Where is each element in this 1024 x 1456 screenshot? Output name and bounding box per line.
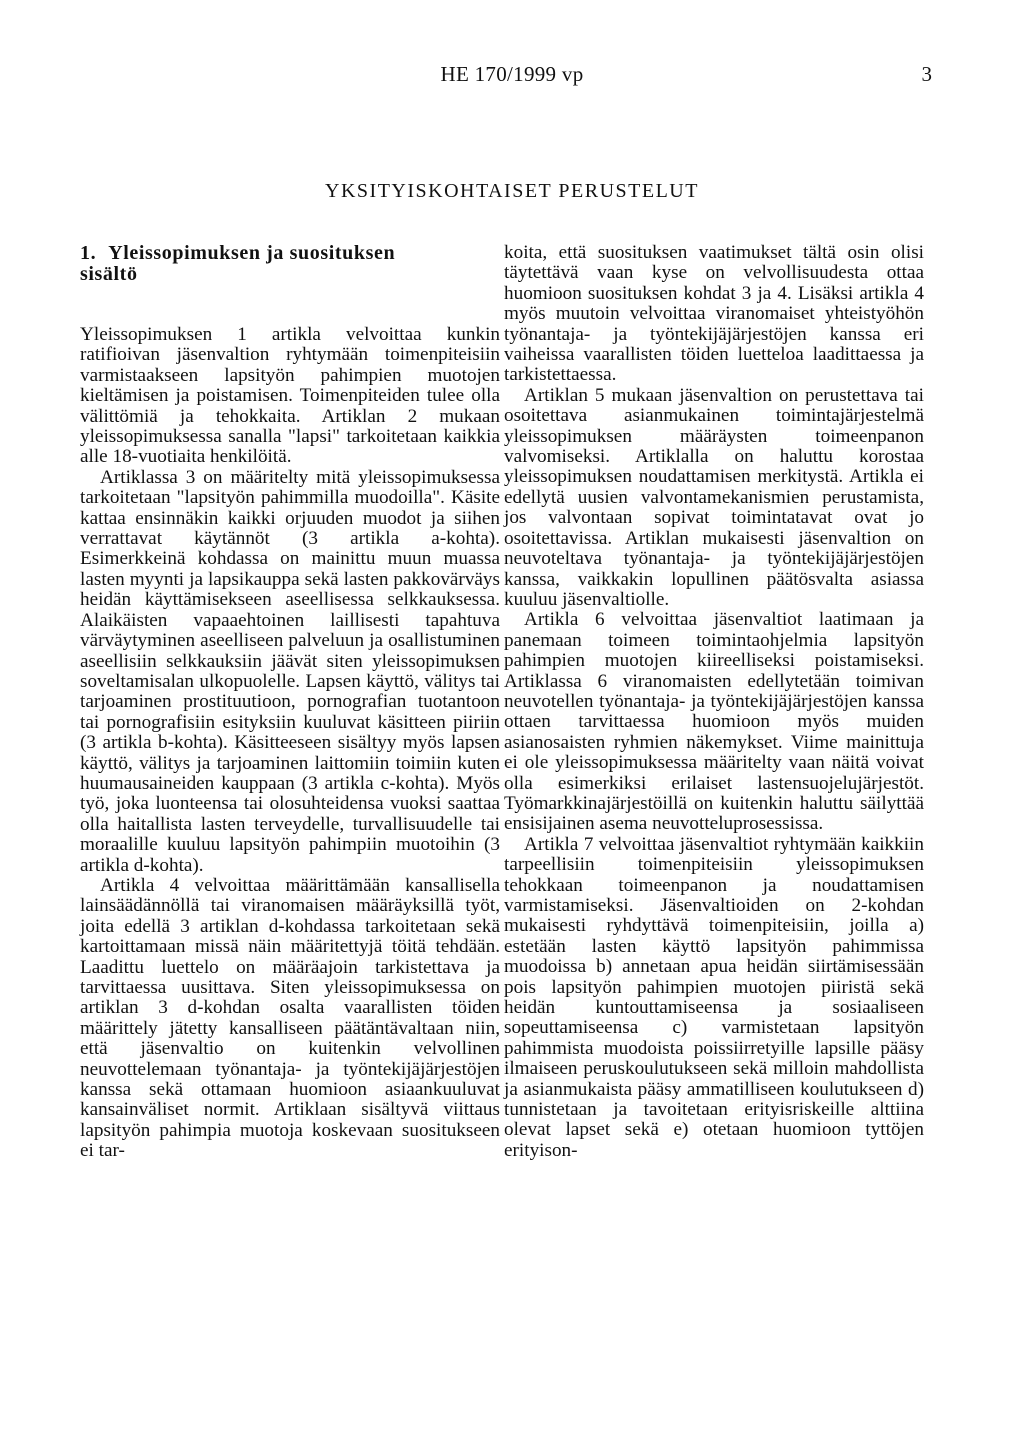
page-header xyxy=(0,62,1024,92)
paragraph: Artiklan 5 mukaan jäsenvaltion on perustettava tai osoitettava asianmukainen toimintajärjestelmä yleissopimuksen määräysten toimeenpanon valvomiseksi. Artiklalla on haluttu korostaa yleissopimuksen noudattamisen merkitystä. Artikla ei edellytä uusien valvontamekanismien perustamista, jos valvontaan sopivat toimintatavat ovat jo osoitettavissa. Artiklan mukaisesti jäsenvaltion on neuvoteltava työnantaja- ja työntekijäjärjestöjen kanssa, vaikkakin lopullinen päätösvalta asiassa kuuluu jäsenvaltiolle. xyxy=(504,384,924,610)
section-title: YKSITYISKOHTAISET PERUSTELUT xyxy=(325,180,699,202)
paragraph: Artiklassa 3 on määritelty mitä yleissopimuksessa tarkoitetaan "lapsityön pahimmilla muodoilla". Käsite kattaa ensinnäkin kaikki orjuuden muodot ja siihen verrattavat käytännöt (3 artikla a-kohta). Esimerkkeinä kohdassa on mainittu muun muassa lasten myynti ja lapsikauppa sekä lasten pakkovärväys heidän käyttämisekseen aseellisessa selkkauksessa. Alaikäisten vapaaehtoinen laillisesti tapahtuva värväytyminen aseelliseen palveluun ja osallistuminen aseellisiin selkkauksiin jäävät siten yleissopimuksen soveltamisalan ulkopuolelle. Lapsen käyttö, välitys tai tarjoaminen prostituutioon, pornografian tuotantoon tai pornografisiin esityksiin kuuluvat käsitteen piiriin (3 artikla b-kohta). Käsitteeseen sisältyy myös lapsen käyttö, välitys ja tarjoaminen laittomiin toimiin kuten huumausaineiden kauppaan (3 artikla c-kohta). Myös työ, joka luonteensa tai olosuhteidensa vuoksi saattaa olla haitallista lasten terveydelle, turvallisuudelle tai moraalille kuuluu lapsityön pahimpiin muotoihin (3 artikla d-kohta). xyxy=(80,466,500,876)
page-number: 3 xyxy=(921,62,932,86)
left-column xyxy=(80,243,500,1162)
paragraph: Artikla 4 velvoittaa määrittämään kansallisella lainsäädännöllä tai viranomaisen määräyksillä työt, joita edellä 3 artiklan d-kohdassa tarkoitetaan sekä kartoittamaan missä näin määritettyjä töitä tehdään. Laadittu luettelo on määräajoin tarkistettava ja tarvittaessa uusittava. Siten yleissopimuksessa on artiklan 3 d-kohdan osalta vaarallisten töiden määrittely jätetty kansalliseen päätäntävaltaan niin, että jäsenvaltio on kuitenkin velvollinen neuvottelemaan työnantaja- ja työntekijäjärjestöjen kanssa sekä ottamaan huomioon asiaankuuluvat kansainväliset normit. Artiklaan sisältyvä viittaus lapsityön pahimpia muotoja koskevaan suositukseen ei tar- xyxy=(80,874,500,1162)
paragraph: Artikla 7 velvoittaa jäsenvaltiot ryhtymään kaikkiin tarpeellisiin toimenpiteisiin yleissopimuksen tehokkaan toimeenpanon ja noudattamisen varmistamiseksi. Jäsenvaltioiden on 2-kohdan mukaisesti ryhdyttävä toimenpiteisiin, joilla a) estetään lasten käyttö lapsityön pahimmissa muodoissa b) annetaan apua heidän siirtämisessään pois lapsityön pahimpien muotojen piiristä sekä heidän kuntouttamiseensa ja sosiaaliseen sopeuttamiseensa c) varmistetaan lapsityön pahimmista muodoista poissiirretyille lapsille pääsy ilmaiseen peruskoulutukseen sekä milloin mahdollista ja asianmukaista pääsy ammatilliseen koulutukseen d) tunnistetaan ja tavoitetaan erityisriskeille alttiina olevat lapset sekä e) otetaan huomioon tyttöjen erityison- xyxy=(504,833,924,1161)
document-id: HE 170/1999 vp xyxy=(440,62,584,86)
heading-line-2: sisältö xyxy=(80,263,138,285)
subsection-heading xyxy=(80,243,500,285)
paragraph: Artikla 6 velvoittaa jäsenvaltiot laatimaan ja panemaan toimeen toimintaohjelmia lapsityön pahimpien muotojen kiireelliseksi poistamiseksi. Artiklassa 6 viranomaisten edellytetään toimivan neuvotellen työnantaja- ja työntekijäjärjestöjen kanssa ottaen tarvittaessa huomioon myös muiden asianosaisten ryhmien näkemykset. Viime mainittuja ei ole yleissopimuksessa määritelty vaan näitä voivat olla esimerkiksi erilaiset lastensuojelujärjestöt. Työmarkkinajärjestöillä on kuitenkin haluttu säilyttää ensisijainen asema neuvotteluprosessissa. xyxy=(504,609,924,835)
paragraph: koita, että suosituksen vaatimukset tältä osin olisi täytettävä vaan kyse on velvollisuudesta ottaa huomioon suosituksen kohdat 3 ja 4. Lisäksi artikla 4 myös muutoin velvoittaa viranomaiset yhteistyöhön työnantaja- ja työntekijäjärjestöjen kanssa eri vaiheissa vaarallisten töiden luetteloa laadittaessa ja tarkistettaessa. xyxy=(504,242,924,386)
paragraph: Yleissopimuksen 1 artikla velvoittaa kunkin ratifioivan jäsenvaltion ryhtymään toimenpiteisiin varmistaakseen lapsityön pahimpien muotojen kieltämisen ja poistamisen. Toimenpiteiden tulee olla välittömiä ja tehokkaita. Artiklan 2 mukaan yleissopimuksessa sanalla "lapsi" tarkoitetaan kaikkia alle 18-vuotiaita henkilöitä. xyxy=(80,324,500,468)
heading-number: 1. xyxy=(80,242,97,264)
heading-line-1: Yleissopimuksen ja suosituksen xyxy=(108,242,396,264)
right-column xyxy=(504,243,924,1161)
